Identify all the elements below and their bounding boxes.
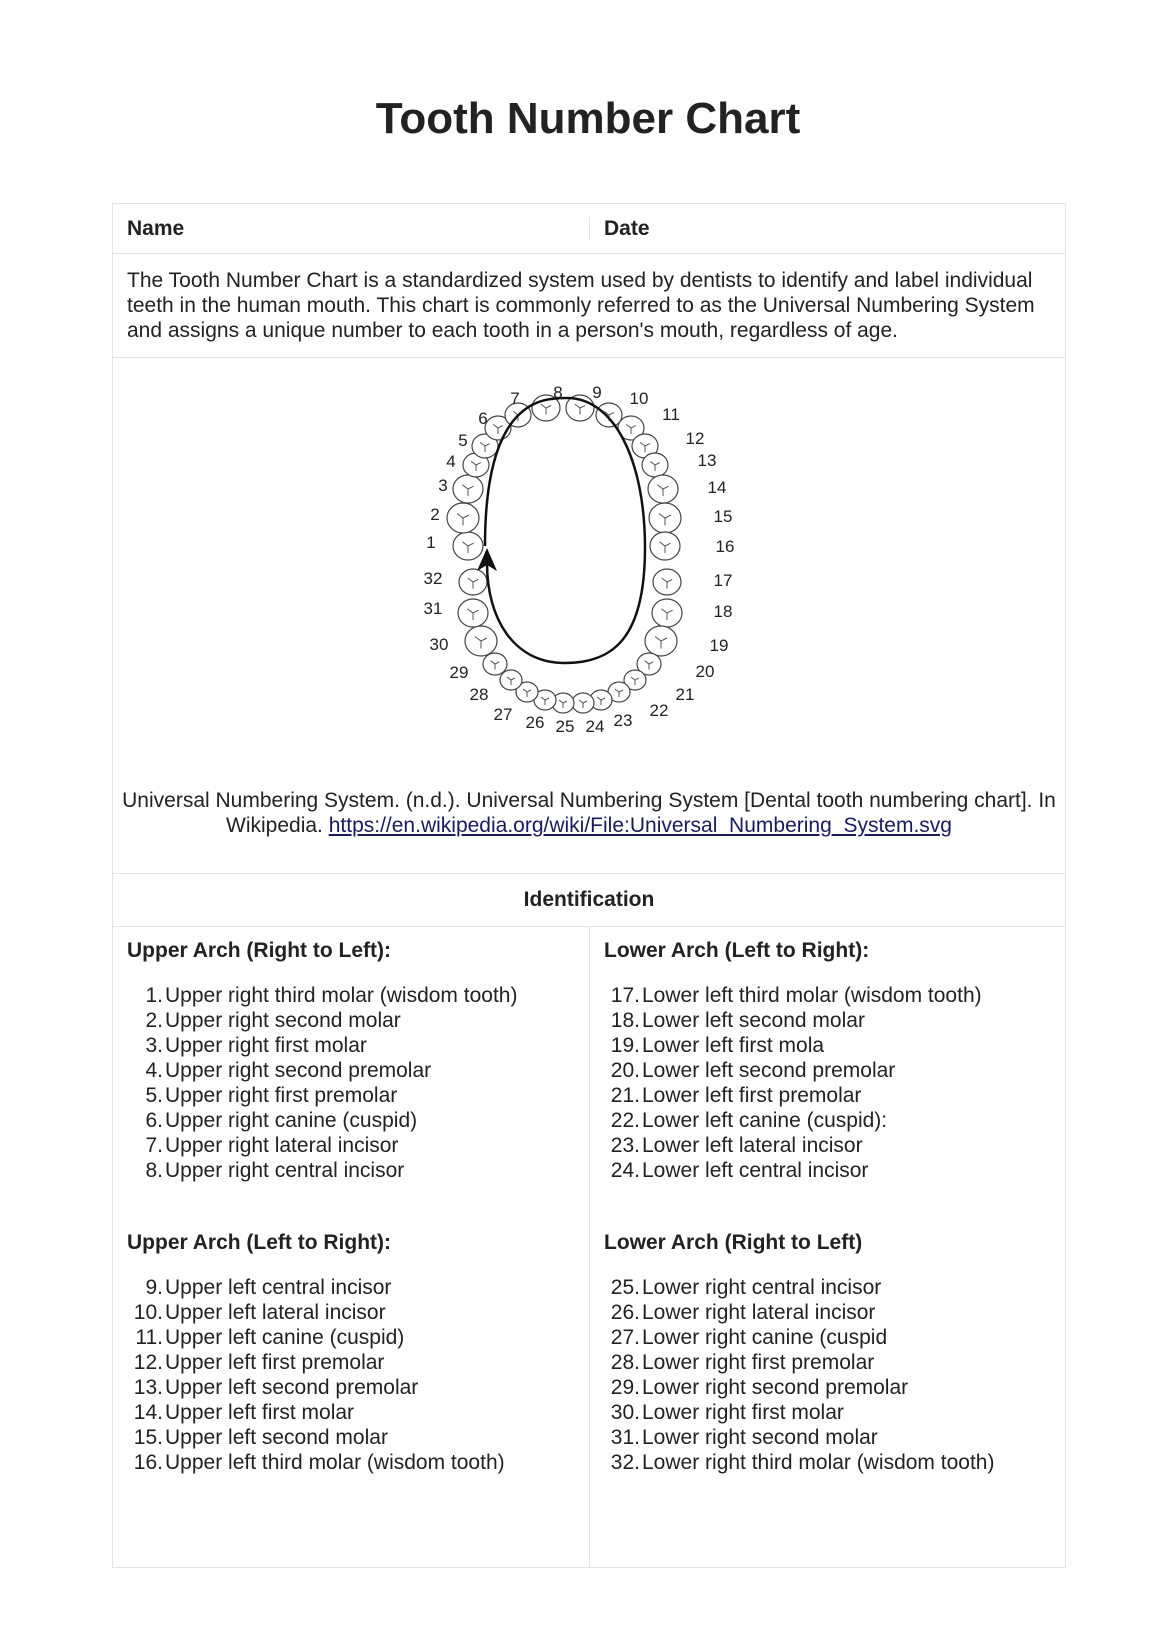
left-column — [113, 927, 589, 1567]
list-item — [127, 1425, 575, 1450]
name-field[interactable]: Name — [127, 216, 185, 240]
list-item — [127, 1275, 575, 1300]
item-text: Upper right third molar (wisdom tooth) — [165, 984, 518, 1007]
item-text: Upper left second molar — [165, 1426, 388, 1449]
tooth-label-15: 15 — [713, 507, 733, 526]
list-item — [127, 1008, 575, 1033]
tooth-label-6: 6 — [478, 409, 488, 428]
item-text: Upper left lateral incisor — [165, 1301, 386, 1324]
list-item — [127, 1058, 575, 1083]
list-item — [604, 983, 1051, 1008]
item-text: Lower right first premolar — [642, 1351, 875, 1374]
item-text: Upper left central incisor — [165, 1276, 392, 1299]
item-text: Upper right first premolar — [165, 1084, 398, 1107]
item-number: 4. — [145, 1059, 163, 1082]
list-item — [127, 983, 575, 1008]
item-number: 24. — [610, 1159, 640, 1182]
item-number: 17. — [610, 984, 640, 1007]
tooth-label-11: 11 — [662, 405, 680, 424]
item-text: Upper right lateral incisor — [165, 1134, 399, 1157]
intro-text: The Tooth Number Chart is a standardized system used by dentists to identify and label individual teeth in the human mouth. This chart is commonly referred to as the Universal Numbering System and assigns a unique number to each tooth in a person's mouth, regardless of age. — [127, 269, 1035, 342]
tooth-label-30: 30 — [429, 635, 449, 654]
lower-arch-right-to-left-list — [604, 1275, 1051, 1475]
list-item — [127, 1375, 575, 1400]
item-text: Upper right second premolar — [165, 1059, 432, 1082]
item-number: 31. — [610, 1426, 640, 1449]
upper-arch-left-to-right-list — [127, 1275, 575, 1475]
list-item — [604, 1350, 1051, 1375]
tooth-label-5: 5 — [458, 431, 468, 450]
item-text: Upper left second premolar — [165, 1376, 419, 1399]
list-item — [604, 1275, 1051, 1300]
tooth-label-1: 1 — [426, 533, 436, 552]
item-number: 32. — [610, 1451, 640, 1474]
upper-arch-right-to-left-title: Upper Arch (Right to Left): — [127, 939, 392, 962]
identification-lists — [113, 927, 1065, 1567]
tooth-label-24: 24 — [585, 717, 605, 736]
header-row — [113, 204, 1065, 254]
chart-form — [112, 203, 1066, 1568]
item-text: Lower left third molar (wisdom tooth) — [642, 984, 982, 1007]
tooth-label-13: 13 — [697, 451, 717, 470]
tooth-label-8: 8 — [553, 383, 563, 402]
item-number: 29. — [610, 1376, 640, 1399]
list-item — [127, 1325, 575, 1350]
item-number: 16. — [133, 1451, 163, 1474]
tooth-label-20: 20 — [695, 662, 715, 681]
item-number: 2. — [145, 1009, 163, 1032]
item-number: 25. — [610, 1276, 640, 1299]
item-text: Lower left central incisor — [642, 1159, 869, 1182]
list-item — [604, 1108, 1051, 1133]
list-item — [127, 1400, 575, 1425]
lower-arch-right-to-left-title: Lower Arch (Right to Left) — [604, 1231, 863, 1254]
item-number: 18. — [610, 1009, 640, 1032]
item-text: Lower right canine (cuspid — [642, 1326, 888, 1349]
item-number: 10. — [133, 1301, 163, 1324]
tooth-label-9: 9 — [592, 383, 602, 402]
item-number: 15. — [133, 1426, 163, 1449]
item-text: Lower left second premolar — [642, 1059, 896, 1082]
item-text: Lower left canine (cuspid): — [642, 1109, 888, 1132]
list-item — [604, 1300, 1051, 1325]
list-item — [127, 1133, 575, 1158]
tooth-label-28: 28 — [469, 685, 489, 704]
citation — [113, 788, 1065, 838]
tooth-label-31: 31 — [423, 599, 443, 618]
list-item — [604, 1158, 1051, 1183]
item-text: Lower left first premolar — [642, 1084, 862, 1107]
item-number: 13. — [133, 1376, 163, 1399]
item-text: Upper right first molar — [165, 1034, 367, 1057]
list-item — [604, 1058, 1051, 1083]
tooth-label-2: 2 — [430, 505, 440, 524]
tooth-label-19: 19 — [709, 636, 729, 655]
tooth-label-26: 26 — [525, 713, 545, 732]
identification-header: Identification — [113, 874, 1065, 927]
item-number: 11. — [135, 1326, 163, 1349]
list-item — [604, 1133, 1051, 1158]
tooth-label-25: 25 — [555, 717, 575, 736]
item-number: 5. — [145, 1084, 163, 1107]
item-text: Upper right canine (cuspid) — [165, 1109, 418, 1132]
item-number: 7. — [145, 1134, 163, 1157]
item-text: Upper left first premolar — [165, 1351, 385, 1374]
item-text: Lower right central incisor — [642, 1276, 882, 1299]
item-text: Upper left first molar — [165, 1401, 355, 1424]
intro-row — [113, 254, 1065, 358]
item-text: Lower right third molar (wisdom tooth) — [642, 1451, 995, 1474]
item-number: 14. — [133, 1401, 163, 1424]
tooth-label-27: 27 — [493, 705, 513, 724]
tooth-label-17: 17 — [713, 571, 733, 590]
tooth-label-21: 21 — [675, 685, 695, 704]
item-text: Upper right central incisor — [165, 1159, 405, 1182]
page-title: Tooth Number Chart — [375, 94, 801, 143]
tooth-label-10: 10 — [629, 389, 649, 408]
item-number: 21. — [610, 1084, 640, 1107]
list-item — [604, 1450, 1051, 1475]
tooth-label-23: 23 — [613, 711, 633, 730]
item-number: 12. — [133, 1351, 163, 1374]
item-text: Lower right second molar — [642, 1426, 878, 1449]
tooth-label-12: 12 — [685, 429, 705, 448]
item-number: 22. — [610, 1109, 640, 1132]
item-text: Lower right lateral incisor — [642, 1301, 876, 1324]
list-item — [127, 1083, 575, 1108]
date-field[interactable]: Date — [589, 217, 1065, 241]
diagram-row — [113, 358, 1065, 874]
citation-link[interactable]: https://en.wikipedia.org/wiki/File:Universal_Numbering_System.svg — [328, 814, 952, 837]
tooth-label-16: 16 — [715, 537, 735, 556]
lower-arch-left-to-right-list — [604, 983, 1051, 1183]
list-item — [604, 1008, 1051, 1033]
item-text: Lower right second premolar — [642, 1376, 909, 1399]
tooth-label-32: 32 — [423, 569, 443, 588]
list-item — [127, 1033, 575, 1058]
tooth-label-22: 22 — [649, 701, 669, 720]
item-number: 6. — [145, 1109, 163, 1132]
item-number: 1. — [145, 984, 163, 1007]
lower-arch-left-to-right-title: Lower Arch (Left to Right): — [604, 939, 870, 962]
item-text: Upper right second molar — [165, 1009, 401, 1032]
list-item — [604, 1425, 1051, 1450]
list-item — [127, 1108, 575, 1133]
list-item — [604, 1325, 1051, 1350]
upper-arch-left-to-right-title: Upper Arch (Left to Right): — [127, 1231, 392, 1254]
tooth-label-14: 14 — [707, 478, 727, 497]
item-number: 19. — [610, 1034, 640, 1057]
item-number: 26. — [610, 1301, 640, 1324]
item-text: Lower left lateral incisor — [642, 1134, 863, 1157]
teeth-group — [447, 395, 682, 713]
right-column — [589, 927, 1065, 1567]
item-text: Upper left third molar (wisdom tooth) — [165, 1451, 505, 1474]
item-text: Lower right first molar — [642, 1401, 844, 1424]
item-text: Upper left canine (cuspid) — [165, 1326, 405, 1349]
list-item — [604, 1400, 1051, 1425]
list-item — [127, 1158, 575, 1183]
list-item — [127, 1450, 575, 1475]
list-item — [127, 1350, 575, 1375]
item-number: 8. — [145, 1159, 163, 1182]
item-text: Lower left second molar — [642, 1009, 865, 1032]
tooth-label-29: 29 — [449, 663, 469, 682]
item-number: 27. — [610, 1326, 640, 1349]
tooth-label-3: 3 — [438, 476, 448, 495]
item-number: 20. — [610, 1059, 640, 1082]
item-number: 3. — [145, 1034, 163, 1057]
tooth-label-7: 7 — [510, 389, 520, 408]
tooth-label-18: 18 — [713, 602, 733, 621]
item-number: 9. — [145, 1276, 163, 1299]
list-item — [604, 1083, 1051, 1108]
citation-text: Universal Numbering System. (n.d.). Universal Numbering System [Dental tooth numbering chart]. In Wikipedia. — [122, 789, 1056, 837]
list-item — [604, 1033, 1051, 1058]
upper-arch-right-to-left-list — [127, 983, 575, 1183]
item-number: 23. — [610, 1134, 640, 1157]
tooth-label-4: 4 — [446, 452, 456, 471]
list-item — [604, 1375, 1051, 1400]
item-number: 28. — [610, 1351, 640, 1374]
arch-arrow-path — [485, 398, 645, 663]
list-item — [127, 1300, 575, 1325]
tooth-diagram — [413, 358, 753, 758]
item-text: Lower left first mola — [642, 1034, 825, 1057]
item-number: 30. — [610, 1401, 640, 1424]
